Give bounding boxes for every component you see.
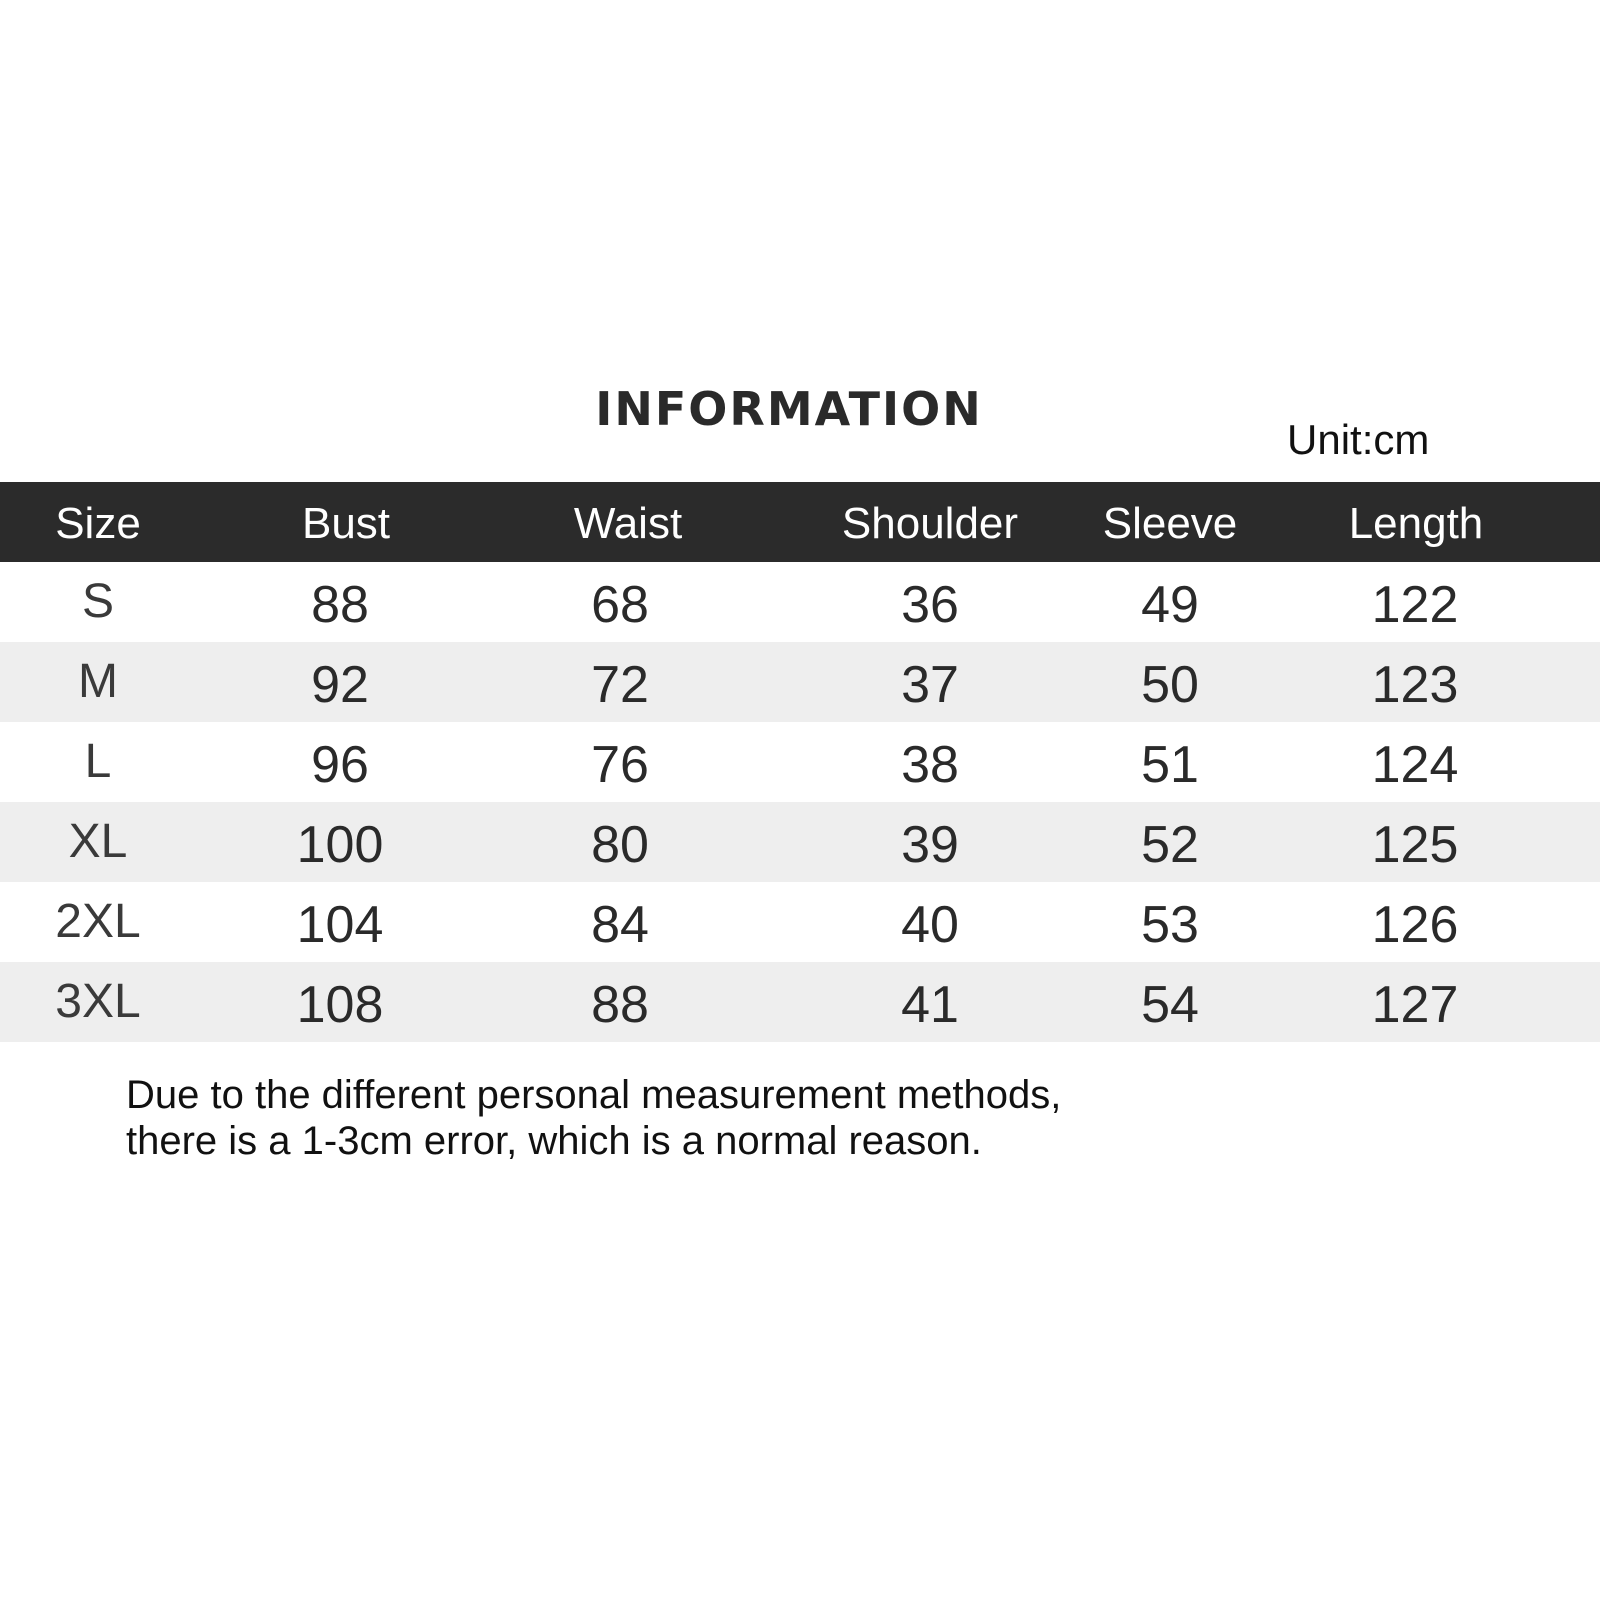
page-title: INFORMATION bbox=[595, 382, 983, 436]
cell-size: XL bbox=[68, 815, 128, 868]
table-row bbox=[0, 642, 1600, 722]
header-size: Size bbox=[55, 499, 141, 548]
unit-label: Unit:cm bbox=[1287, 416, 1430, 463]
cell-waist: 76 bbox=[591, 736, 649, 794]
cell-length: 125 bbox=[1371, 816, 1459, 874]
cell-size: 3XL bbox=[55, 975, 141, 1028]
header-shoulder: Shoulder bbox=[841, 499, 1019, 548]
table-header-row bbox=[0, 482, 1600, 562]
cell-bust: 88 bbox=[311, 576, 369, 634]
cell-sleeve: 54 bbox=[1141, 976, 1199, 1034]
size-chart-table bbox=[0, 482, 1600, 1042]
cell-length: 126 bbox=[1371, 896, 1459, 954]
cell-length: 122 bbox=[1371, 576, 1459, 634]
header-length: Length bbox=[1348, 499, 1484, 548]
cell-waist: 72 bbox=[591, 656, 649, 714]
table-row bbox=[0, 882, 1600, 962]
cell-length: 123 bbox=[1371, 656, 1459, 714]
cell-size: 2XL bbox=[55, 895, 141, 948]
cell-length: 124 bbox=[1371, 736, 1459, 794]
cell-size: M bbox=[78, 655, 118, 708]
cell-shoulder: 40 bbox=[901, 896, 959, 954]
note-line-1: Due to the different personal measurement methods, bbox=[126, 1073, 1062, 1117]
table-row bbox=[0, 562, 1600, 642]
measurement-note bbox=[126, 1072, 1061, 1164]
table-row bbox=[0, 722, 1600, 802]
cell-sleeve: 52 bbox=[1141, 816, 1199, 874]
cell-bust: 92 bbox=[311, 656, 369, 714]
cell-bust: 100 bbox=[296, 816, 384, 874]
cell-bust: 96 bbox=[311, 736, 369, 794]
cell-waist: 88 bbox=[591, 976, 649, 1034]
header-bust: Bust bbox=[301, 499, 391, 548]
cell-waist: 68 bbox=[591, 576, 649, 634]
cell-sleeve: 49 bbox=[1141, 576, 1199, 634]
cell-waist: 84 bbox=[591, 896, 649, 954]
cell-size: L bbox=[84, 735, 112, 788]
cell-shoulder: 41 bbox=[901, 976, 959, 1034]
header-sleeve: Sleeve bbox=[1102, 499, 1238, 548]
cell-sleeve: 50 bbox=[1141, 656, 1199, 714]
header-waist: Waist bbox=[573, 499, 683, 548]
cell-sleeve: 53 bbox=[1141, 896, 1199, 954]
table-row bbox=[0, 962, 1600, 1042]
cell-sleeve: 51 bbox=[1141, 736, 1199, 794]
cell-shoulder: 37 bbox=[901, 656, 959, 714]
cell-bust: 104 bbox=[296, 896, 384, 954]
cell-waist: 80 bbox=[591, 816, 649, 874]
cell-bust: 108 bbox=[296, 976, 384, 1034]
cell-shoulder: 36 bbox=[901, 576, 959, 634]
cell-size: S bbox=[81, 575, 114, 628]
note-line-2: there is a 1-3cm error, which is a normal reason. bbox=[126, 1119, 982, 1163]
table-row bbox=[0, 802, 1600, 882]
cell-length: 127 bbox=[1371, 976, 1459, 1034]
cell-shoulder: 39 bbox=[901, 816, 959, 874]
cell-shoulder: 38 bbox=[901, 736, 959, 794]
